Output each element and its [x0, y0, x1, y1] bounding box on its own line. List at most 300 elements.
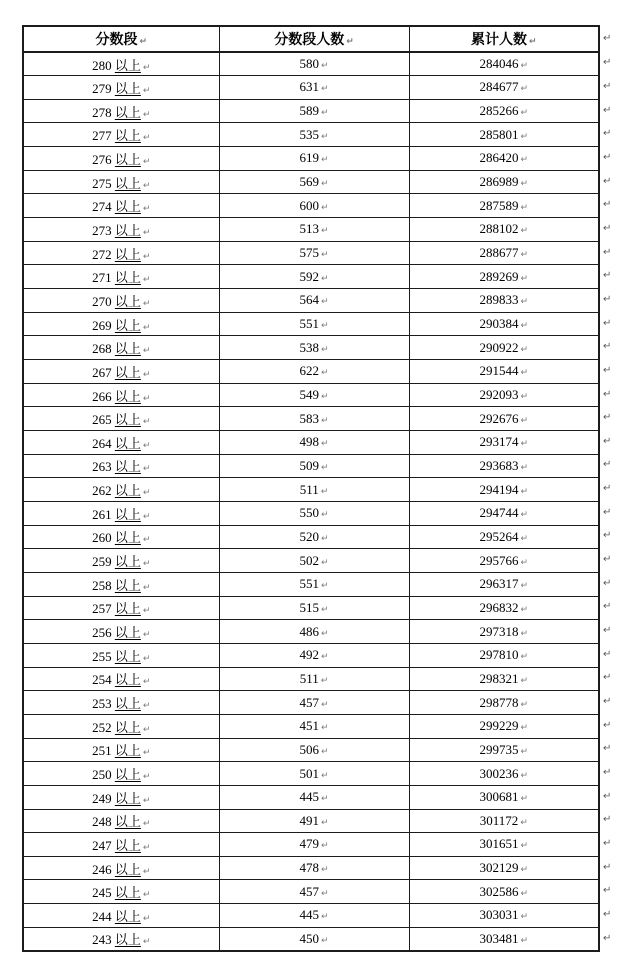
paragraph-mark-icon: ↵ [142, 417, 151, 428]
score-value: 253 [92, 696, 115, 712]
paragraph-mark-icon: ↵ [320, 510, 329, 521]
table-row [23, 667, 599, 691]
range-count-cell [219, 738, 409, 762]
range-count-cell [219, 880, 409, 904]
range-count-cell [219, 454, 409, 478]
row-end-paragraph-mark-icon: ↵ [603, 601, 612, 613]
score-suffix: 以上 [114, 341, 141, 357]
row-end-paragraph-mark-icon: ↵ [603, 317, 612, 329]
score-value: 247 [92, 837, 115, 853]
paragraph-mark-icon: ↵ [320, 462, 329, 473]
range-count-cell-value: 478 [299, 860, 319, 876]
score-range-cell [23, 289, 219, 313]
range-count-cell-value: 551 [299, 576, 319, 592]
paragraph-mark-icon: ↵ [320, 865, 329, 876]
score-range-cell [23, 714, 219, 738]
paragraph-mark-icon: ↵ [520, 321, 529, 332]
range-count-cell [219, 714, 409, 738]
score-range-cell [23, 265, 219, 289]
cumulative-count-cell [409, 360, 599, 384]
table-row [23, 478, 599, 502]
range-count-cell [219, 525, 409, 549]
table-row [23, 572, 599, 596]
paragraph-mark-icon: ↵ [520, 297, 529, 308]
paragraph-mark-icon: ↵ [320, 888, 329, 899]
paragraph-mark-icon: ↵ [142, 724, 151, 735]
score-range-cell [23, 691, 219, 715]
score-range-cell [23, 833, 219, 857]
cumulative-count-cell [409, 833, 599, 857]
row-end-paragraph-mark-icon: ↵ [603, 32, 612, 44]
range-count-cell-value: 589 [299, 103, 319, 119]
paragraph-mark-icon: ↵ [142, 559, 151, 570]
row-end-paragraph-mark-icon: ↵ [603, 506, 612, 518]
paragraph-mark-icon: ↵ [142, 582, 151, 593]
table-row [23, 383, 599, 407]
range-count-cell [219, 691, 409, 715]
range-count-cell [219, 904, 409, 928]
range-count-cell [219, 478, 409, 502]
range-count-cell-value: 600 [299, 197, 319, 213]
paragraph-mark-icon: ↵ [520, 415, 529, 426]
range-count-cell-value: 511 [299, 670, 319, 686]
cumulative-count-cell-value: 295766 [479, 552, 519, 568]
cumulative-count-cell-value: 296832 [479, 599, 519, 615]
cumulative-count-cell [409, 667, 599, 691]
cumulative-count-cell-value: 291544 [479, 363, 519, 379]
cumulative-count-cell [409, 265, 599, 289]
cumulative-count-cell-value: 290384 [479, 316, 519, 332]
score-value: 270 [92, 293, 115, 309]
score-suffix: 以上 [114, 743, 141, 759]
range-count-cell [219, 927, 409, 951]
paragraph-mark-icon: ↵ [320, 250, 329, 261]
score-value: 271 [92, 270, 115, 286]
paragraph-mark-icon: ↵ [320, 368, 329, 379]
paragraph-mark-icon: ↵ [520, 770, 529, 781]
paragraph-mark-icon: ↵ [520, 250, 529, 261]
score-suffix: 以上 [114, 814, 141, 830]
score-suffix: 以上 [114, 506, 141, 522]
row-end-paragraph-mark-icon: ↵ [603, 246, 612, 258]
range-count-cell-value: 457 [299, 883, 319, 899]
row-end-paragraph-mark-icon: ↵ [603, 577, 612, 589]
score-suffix: 以上 [114, 625, 141, 641]
table-row [23, 312, 599, 336]
row-end-paragraph-mark-icon: ↵ [603, 814, 612, 826]
paragraph-mark-icon: ↵ [320, 652, 329, 663]
paragraph-mark-icon: ↵ [142, 85, 151, 96]
paragraph-mark-icon: ↵ [142, 819, 151, 830]
cumulative-count-cell [409, 643, 599, 667]
cumulative-count-cell [409, 336, 599, 360]
cumulative-count-cell-value: 294194 [479, 481, 519, 497]
cumulative-count-cell-value: 286420 [479, 150, 519, 166]
range-count-cell [219, 52, 409, 76]
paragraph-mark-icon: ↵ [320, 723, 329, 734]
score-suffix: 以上 [114, 293, 141, 309]
paragraph-mark-icon: ↵ [320, 604, 329, 615]
paragraph-mark-icon: ↵ [142, 133, 151, 144]
score-range-cell [23, 431, 219, 455]
cumulative-count-cell-value: 300681 [479, 789, 519, 805]
paragraph-mark-icon: ↵ [520, 865, 529, 876]
cumulative-count-cell [409, 383, 599, 407]
range-count-cell-value: 551 [299, 316, 319, 332]
cumulative-count-cell-value: 288677 [479, 245, 519, 261]
score-range-cell [23, 383, 219, 407]
cumulative-count-cell [409, 241, 599, 265]
range-count-cell-value: 622 [299, 363, 319, 379]
table-row [23, 265, 599, 289]
paragraph-mark-icon: ↵ [142, 913, 151, 924]
score-table-body [23, 52, 599, 951]
paragraph-mark-icon: ↵ [320, 439, 329, 450]
range-count-cell-value: 538 [299, 339, 319, 355]
score-value: 262 [92, 483, 115, 499]
paragraph-mark-icon: ↵ [142, 204, 151, 215]
table-row [23, 407, 599, 431]
score-suffix: 以上 [114, 364, 141, 380]
paragraph-mark-icon: ↵ [520, 439, 529, 450]
range-count-cell [219, 170, 409, 194]
range-count-cell [219, 360, 409, 384]
range-count-cell [219, 123, 409, 147]
row-end-paragraph-mark-icon: ↵ [603, 222, 612, 234]
paragraph-mark-icon: ↵ [520, 935, 529, 946]
paragraph-mark-icon: ↵ [520, 888, 529, 899]
range-count-cell [219, 643, 409, 667]
row-end-paragraph-mark-icon: ↵ [603, 412, 612, 424]
paragraph-mark-icon: ↵ [139, 37, 148, 47]
paragraph-mark-icon: ↵ [320, 226, 329, 237]
paragraph-mark-icon: ↵ [520, 723, 529, 734]
paragraph-mark-icon: ↵ [520, 557, 529, 568]
cumulative-count-cell [409, 170, 599, 194]
cumulative-count-cell [409, 407, 599, 431]
paragraph-mark-icon: ↵ [520, 131, 529, 142]
paragraph-mark-icon: ↵ [320, 108, 329, 119]
paragraph-mark-icon: ↵ [520, 344, 529, 355]
table-row [23, 76, 599, 100]
score-suffix: 以上 [114, 483, 141, 499]
score-range-cell [23, 336, 219, 360]
cumulative-count-cell-value: 294744 [479, 505, 519, 521]
header-cumulative-count [409, 26, 599, 52]
table-row [23, 194, 599, 218]
table-row [23, 596, 599, 620]
paragraph-mark-icon: ↵ [520, 581, 529, 592]
range-count-cell-value: 550 [299, 505, 319, 521]
paragraph-mark-icon: ↵ [320, 912, 329, 923]
row-end-paragraph-mark-icon: ↵ [603, 767, 612, 779]
paragraph-mark-icon: ↵ [142, 440, 151, 451]
cumulative-count-cell-value: 289833 [479, 292, 519, 308]
paragraph-mark-icon: ↵ [320, 84, 329, 95]
table-row [23, 620, 599, 644]
score-range-cell [23, 785, 219, 809]
paragraph-mark-icon: ↵ [320, 675, 329, 686]
cumulative-count-cell [409, 785, 599, 809]
table-row [23, 99, 599, 123]
paragraph-mark-icon: ↵ [320, 179, 329, 190]
range-count-cell [219, 241, 409, 265]
range-count-cell-value: 535 [299, 126, 319, 142]
score-range-cell [23, 549, 219, 573]
paragraph-mark-icon: ↵ [520, 841, 529, 852]
score-suffix: 以上 [114, 530, 141, 546]
range-count-cell-value: 580 [299, 56, 319, 72]
paragraph-mark-icon: ↵ [320, 131, 329, 142]
paragraph-mark-icon: ↵ [142, 488, 151, 499]
paragraph-mark-icon: ↵ [142, 298, 151, 309]
range-count-cell [219, 289, 409, 313]
score-value: 258 [92, 577, 115, 593]
row-end-paragraph-mark-icon: ↵ [603, 719, 612, 731]
row-end-paragraph-mark-icon: ↵ [603, 625, 612, 637]
paragraph-mark-icon: ↵ [320, 935, 329, 946]
range-count-cell-value: 631 [299, 79, 319, 95]
paragraph-mark-icon: ↵ [520, 392, 529, 403]
cumulative-count-cell-value: 302129 [479, 860, 519, 876]
paragraph-mark-icon: ↵ [142, 772, 151, 783]
table-row [23, 880, 599, 904]
paragraph-mark-icon: ↵ [520, 108, 529, 119]
score-range-cell [23, 478, 219, 502]
range-count-cell-value: 506 [299, 741, 319, 757]
score-value: 256 [92, 625, 115, 641]
paragraph-mark-icon: ↵ [520, 61, 529, 72]
range-count-cell-value: 583 [299, 410, 319, 426]
range-count-cell-value: 451 [299, 718, 319, 734]
cumulative-count-cell-value: 287589 [479, 197, 519, 213]
row-end-paragraph-mark-icon: ↵ [603, 530, 612, 542]
cumulative-count-cell-value: 285801 [479, 126, 519, 142]
paragraph-mark-icon: ↵ [320, 321, 329, 332]
range-count-cell [219, 407, 409, 431]
header-cumulative-count-label: 累计人数 [470, 33, 527, 48]
cumulative-count-cell-value: 286989 [479, 174, 519, 190]
paragraph-mark-icon: ↵ [320, 557, 329, 568]
paragraph-mark-icon: ↵ [320, 61, 329, 72]
paragraph-mark-icon: ↵ [142, 842, 151, 853]
table-row [23, 762, 599, 786]
table-row [23, 904, 599, 928]
paragraph-mark-icon: ↵ [520, 533, 529, 544]
paragraph-mark-icon: ↵ [520, 699, 529, 710]
table-row [23, 809, 599, 833]
score-value: 265 [92, 412, 115, 428]
row-end-marks [603, 25, 621, 950]
paragraph-mark-icon: ↵ [320, 699, 329, 710]
paragraph-mark-icon: ↵ [142, 677, 151, 688]
range-count-cell [219, 194, 409, 218]
paragraph-mark-icon: ↵ [142, 748, 151, 759]
score-range-cell [23, 525, 219, 549]
score-value: 244 [92, 908, 115, 924]
paragraph-mark-icon: ↵ [142, 795, 151, 806]
score-range-cell [23, 123, 219, 147]
range-count-cell-value: 486 [299, 623, 319, 639]
paragraph-mark-icon: ↵ [520, 155, 529, 166]
row-end-paragraph-mark-icon: ↵ [603, 648, 612, 660]
paragraph-mark-icon: ↵ [520, 179, 529, 190]
paragraph-mark-icon: ↵ [520, 226, 529, 237]
cumulative-count-cell-value: 296317 [479, 576, 519, 592]
table-row [23, 336, 599, 360]
cumulative-count-cell [409, 99, 599, 123]
cumulative-count-cell-value: 300236 [479, 765, 519, 781]
cumulative-count-cell-value: 302586 [479, 883, 519, 899]
score-value: 252 [92, 719, 115, 735]
row-end-paragraph-mark-icon: ↵ [603, 364, 612, 376]
range-count-cell-value: 619 [299, 150, 319, 166]
cumulative-count-cell [409, 927, 599, 951]
cumulative-count-cell [409, 501, 599, 525]
paragraph-mark-icon: ↵ [142, 535, 151, 546]
score-range-cell [23, 620, 219, 644]
range-count-cell-value: 575 [299, 245, 319, 261]
cumulative-count-cell [409, 904, 599, 928]
paragraph-mark-icon: ↵ [142, 606, 151, 617]
range-count-cell [219, 856, 409, 880]
cumulative-count-cell-value: 292676 [479, 410, 519, 426]
score-suffix: 以上 [114, 199, 141, 215]
score-range-cell [23, 241, 219, 265]
score-range-cell [23, 360, 219, 384]
row-end-paragraph-mark-icon: ↵ [603, 459, 612, 471]
score-range-cell [23, 738, 219, 762]
cumulative-count-cell-value: 297318 [479, 623, 519, 639]
range-count-cell-value: 498 [299, 434, 319, 450]
table-row [23, 218, 599, 242]
range-count-cell [219, 147, 409, 171]
paragraph-mark-icon: ↵ [142, 227, 151, 238]
cumulative-count-cell-value: 301651 [479, 836, 519, 852]
cumulative-count-cell [409, 431, 599, 455]
score-range-cell [23, 904, 219, 928]
row-end-paragraph-mark-icon: ↵ [603, 837, 612, 849]
cumulative-count-cell [409, 762, 599, 786]
range-count-cell [219, 572, 409, 596]
paragraph-mark-icon: ↵ [142, 109, 151, 120]
cumulative-count-cell [409, 218, 599, 242]
paragraph-mark-icon: ↵ [520, 486, 529, 497]
paragraph-mark-icon: ↵ [142, 346, 151, 357]
range-count-cell-value: 509 [299, 457, 319, 473]
paragraph-mark-icon: ↵ [320, 817, 329, 828]
score-suffix: 以上 [114, 104, 141, 120]
paragraph-mark-icon: ↵ [528, 37, 537, 47]
range-count-cell-value: 564 [299, 292, 319, 308]
score-suffix: 以上 [114, 908, 141, 924]
cumulative-count-cell-value: 297810 [479, 647, 519, 663]
score-range-cell [23, 76, 219, 100]
paragraph-mark-icon: ↵ [320, 392, 329, 403]
range-count-cell-value: 511 [299, 481, 319, 497]
paragraph-mark-icon: ↵ [520, 510, 529, 521]
table-header [23, 26, 599, 52]
paragraph-mark-icon: ↵ [320, 770, 329, 781]
score-range-cell [23, 407, 219, 431]
range-count-cell-value: 450 [299, 930, 319, 946]
cumulative-count-cell-value: 301172 [479, 812, 519, 828]
score-suffix: 以上 [114, 601, 141, 617]
score-suffix: 以上 [114, 672, 141, 688]
row-end-paragraph-mark-icon: ↵ [603, 388, 612, 400]
score-value: 245 [92, 885, 115, 901]
row-end-paragraph-mark-icon: ↵ [603, 175, 612, 187]
range-count-cell [219, 785, 409, 809]
cumulative-count-cell-value: 285266 [479, 103, 519, 119]
score-suffix: 以上 [114, 151, 141, 167]
score-value: 243 [92, 932, 115, 948]
range-count-cell [219, 501, 409, 525]
table-row [23, 501, 599, 525]
score-value: 280 [92, 57, 115, 73]
score-range-cell [23, 194, 219, 218]
score-value: 273 [92, 222, 115, 238]
cumulative-count-cell [409, 572, 599, 596]
table-row [23, 785, 599, 809]
score-value: 259 [92, 554, 115, 570]
row-end-paragraph-mark-icon: ↵ [603, 483, 612, 495]
score-value: 279 [92, 80, 115, 96]
paragraph-mark-icon: ↵ [320, 202, 329, 213]
cumulative-count-cell [409, 549, 599, 573]
cumulative-count-cell-value: 298778 [479, 694, 519, 710]
cumulative-count-cell [409, 714, 599, 738]
range-count-cell [219, 620, 409, 644]
row-end-paragraph-mark-icon: ↵ [603, 696, 612, 708]
paragraph-mark-icon: ↵ [142, 464, 151, 475]
score-range-cell [23, 501, 219, 525]
range-count-cell-value: 520 [299, 528, 319, 544]
score-suffix: 以上 [114, 222, 141, 238]
score-range-cell [23, 643, 219, 667]
score-suffix: 以上 [114, 317, 141, 333]
table-row [23, 833, 599, 857]
score-value: 269 [92, 317, 115, 333]
score-suffix: 以上 [114, 932, 141, 948]
paragraph-mark-icon: ↵ [320, 155, 329, 166]
paragraph-mark-icon: ↵ [142, 937, 151, 948]
row-end-paragraph-mark-icon: ↵ [603, 932, 612, 944]
range-count-cell [219, 265, 409, 289]
range-count-cell [219, 596, 409, 620]
paragraph-mark-icon: ↵ [142, 890, 151, 901]
cumulative-count-cell-value: 293174 [479, 434, 519, 450]
score-distribution-table [22, 25, 600, 952]
score-value: 277 [92, 128, 115, 144]
cumulative-count-cell-value: 290922 [479, 339, 519, 355]
cumulative-count-cell [409, 856, 599, 880]
range-count-cell-value: 513 [299, 221, 319, 237]
paragraph-mark-icon: ↵ [142, 251, 151, 262]
table-row [23, 525, 599, 549]
score-suffix: 以上 [114, 790, 141, 806]
table-row [23, 123, 599, 147]
paragraph-mark-icon: ↵ [320, 628, 329, 639]
header-score-range [23, 26, 219, 52]
cumulative-count-cell-value: 298321 [479, 670, 519, 686]
table-row [23, 927, 599, 951]
range-count-cell [219, 667, 409, 691]
range-count-cell-value: 501 [299, 765, 319, 781]
score-range-cell [23, 880, 219, 904]
cumulative-count-cell [409, 691, 599, 715]
score-suffix: 以上 [114, 388, 141, 404]
